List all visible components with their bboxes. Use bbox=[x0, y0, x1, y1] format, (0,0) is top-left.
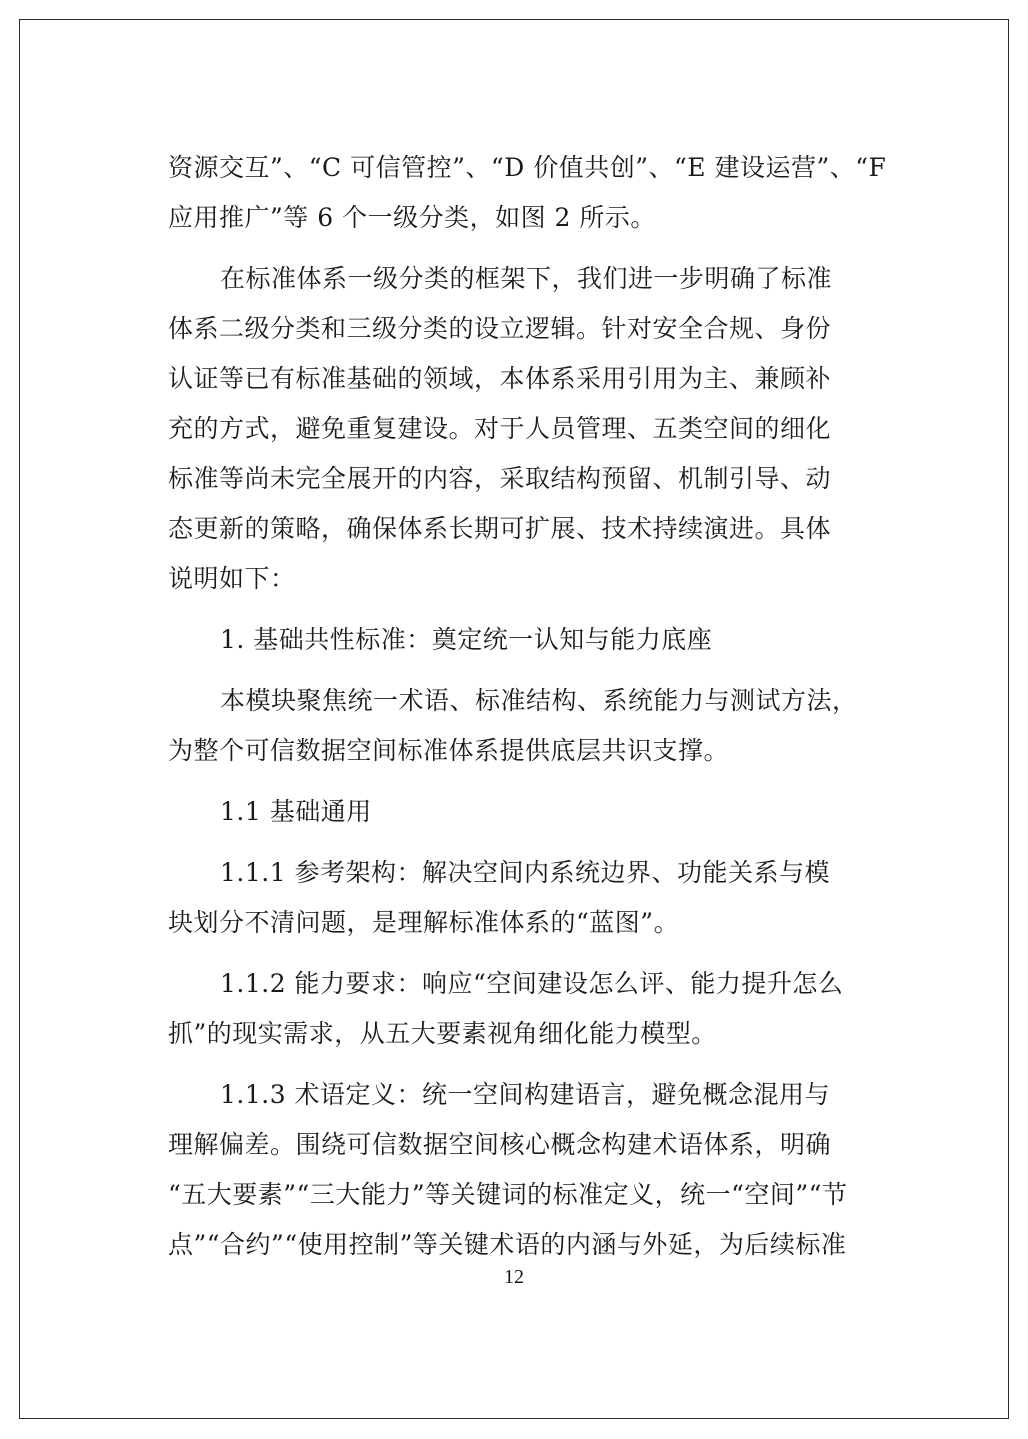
item-1-1-2 bbox=[168, 959, 860, 1059]
paragraph-3 bbox=[168, 676, 860, 776]
heading-line: 1.1 基础通用 bbox=[220, 797, 372, 826]
text-line: 本模块聚焦统一术语、标准结构、系统能力与测试方法， bbox=[220, 686, 858, 715]
paragraph-1 bbox=[168, 143, 887, 243]
text-line: 块划分不清问题，是理解标准体系的“蓝图”。 bbox=[168, 908, 680, 937]
section-heading-1 bbox=[168, 615, 860, 665]
text-line: 理解偏差。围绕可信数据空间核心概念构建术语体系，明确 bbox=[168, 1130, 832, 1159]
text-line: 1.1.2 能力要求：响应“空间建设怎么评、能力提升怎么 bbox=[220, 969, 844, 998]
text-line: 认证等已有标准基础的领域，本体系采用引用为主、兼顾补 bbox=[168, 364, 832, 393]
item-1-1-1 bbox=[168, 848, 860, 948]
text-line: 1.1.3 术语定义：统一空间构建语言，避免概念混用与 bbox=[220, 1080, 831, 1109]
text-line: 在标准体系一级分类的框架下，我们进一步明确了标准 bbox=[220, 264, 833, 293]
text-line: 为整个可信数据空间标准体系提供底层共识支撑。 bbox=[168, 736, 730, 765]
text-line: 1.1.1 参考架构：解决空间内系统边界、功能关系与模 bbox=[220, 858, 831, 887]
text-line: 说明如下： bbox=[168, 564, 296, 593]
heading-line: 1. 基础共性标准：奠定统一认知与能力底座 bbox=[220, 625, 713, 654]
text-line: 体系二级分类和三级分类的设立逻辑。针对安全合规、身份 bbox=[168, 314, 832, 343]
text-line: 态更新的策略，确保体系长期可扩展、技术持续演进。具体 bbox=[168, 514, 832, 543]
section-heading-1-1 bbox=[168, 787, 860, 837]
page-number: 12 bbox=[504, 1266, 524, 1288]
text-line: 充的方式，避免重复建设。对于人员管理、五类空间的细化 bbox=[168, 414, 832, 443]
text-line: “五大要素”“三大能力”等关键词的标准定义，统一“空间”“节 bbox=[168, 1180, 848, 1209]
text-line: 抓”的现实需求，从五大要素视角细化能力模型。 bbox=[168, 1019, 717, 1048]
document-body bbox=[168, 143, 887, 1270]
text-line: 应用推广”等 6 个一级分类，如图 2 所示。 bbox=[168, 203, 656, 232]
item-1-1-3 bbox=[168, 1070, 860, 1270]
text-line: 点”“合约”“使用控制”等关键术语的内涵与外延，为后续标准 bbox=[168, 1230, 847, 1259]
text-line: 标准等尚未完全展开的内容，采取结构预留、机制引导、动 bbox=[168, 464, 832, 493]
paragraph-2 bbox=[168, 254, 860, 604]
text-line: 资源交互”、“C 可信管控”、“D 价值共创”、“E 建设运营”、“F bbox=[168, 153, 887, 182]
